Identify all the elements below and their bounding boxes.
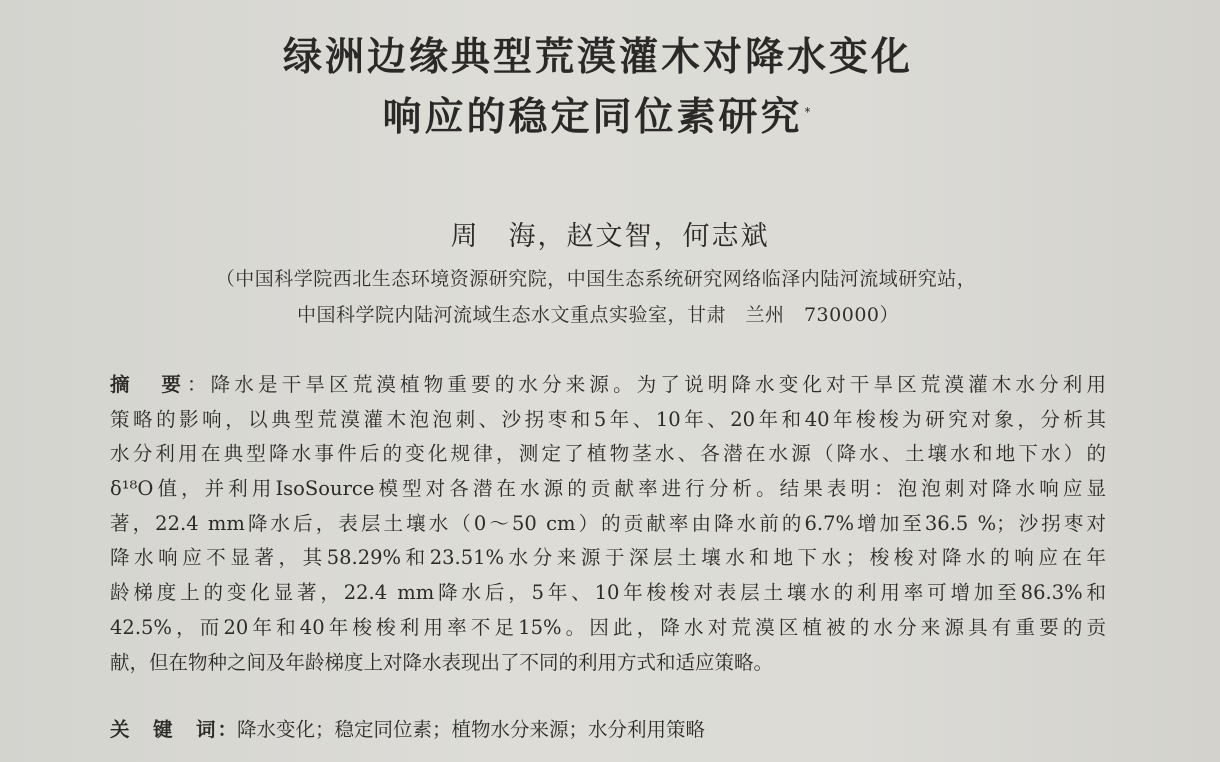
keywords-text: 降水变化；稳定同位素；植物水分来源；水分利用策略 — [237, 718, 706, 741]
abstract-line: 著，22.4 mm降水后，表层土壤水（0～50 cm）的贡献率由降水前的6.7%增加至36.5 %；沙拐枣对 — [110, 511, 1106, 535]
keywords-label: 关 键 词 — [110, 718, 218, 741]
affiliation-line-2: 中国科学院内陆河流域生态水文重点实验室，甘肃 兰州 730000） — [296, 304, 900, 326]
abstract-line: 降水响应不显著，其58.29%和23.51%水分来源于深层土壤水和地下水；梭梭对降水的响应在年 — [110, 546, 1106, 570]
abstract-line: 水分利用在典型降水事件后的变化规律，测定了植物茎水、各潜在水源（降水、土壤水和地下水）的 — [110, 442, 1106, 466]
title-line-2-text: 响应的稳定同位素研究 — [382, 95, 803, 140]
title-footnote-mark: * — [804, 105, 814, 119]
title-line-1: 绿洲边缘典型荒漠灌木对降水变化 — [282, 35, 913, 80]
abstract-label: 摘 要 — [110, 373, 188, 396]
abstract-section — [110, 368, 1106, 680]
abstract-line: 献，但在物种之间及年龄梯度上对降水表现出了不同的利用方式和适应策略。 — [110, 650, 774, 674]
affiliation-line-1: （中国科学院西北生态环境资源研究院，中国生态系统研究网络临泽内陆河流域研究站， — [215, 268, 977, 290]
keywords-separator: ： — [217, 718, 238, 741]
abstract-line: 龄梯度上的变化显著，22.4 mm降水后，5年、10年梭梭对表层土壤水的利用率可增加至86.3%和 — [110, 581, 1106, 605]
title-line-2 — [0, 86, 1208, 142]
abstract-line: δ¹⁸O值，并利用IsoSource模型对各潜在水源的贡献率进行分析。结果表明：泡泡刺对降水响应显 — [110, 477, 1106, 501]
author-list: 周 海，赵文智，何志斌 — [450, 221, 770, 252]
abstract-line: 42.5%，而20年和40年梭梭利用率不足15%。因此，降水对荒漠区植被的水分来源具有重要的贡 — [110, 615, 1106, 639]
abstract-line: 策略的影响，以典型荒漠灌木泡泡刺、沙拐枣和5年、10年、20年和40年梭梭为研究对象，分析其 — [110, 407, 1106, 431]
keywords-line — [110, 714, 705, 742]
abstract-line — [110, 368, 1106, 403]
abstract-line-text: ：降水是干旱区荒漠植物重要的水分来源。为了说明降水变化对干旱区荒漠灌木水分利用 — [187, 373, 1106, 396]
